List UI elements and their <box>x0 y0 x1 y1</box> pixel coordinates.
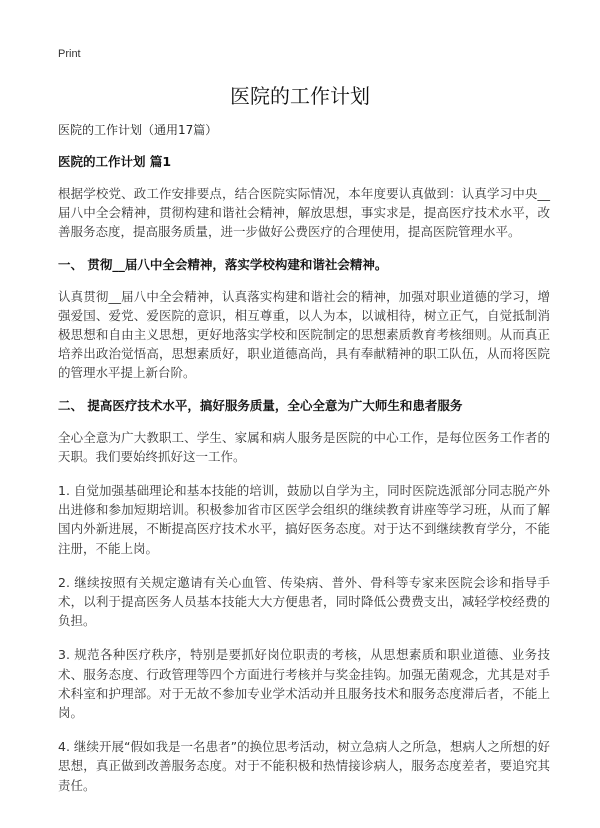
heading-2: 二、 提高医疗技术水平，搞好服务质量，全心全意为广大师生和患者服务 <box>58 397 463 413</box>
list-item-3: 3. 规范各种医疗秩序，特别是要抓好岗位职责的考核，从思想素质和职业道德、业务技术、服务态度、行政管理等四个方面进行考核并与奖金挂钩。加强无菌观念，尤其是对手术科室和护理部。对于无故不参加专业学术活动并且服务技术和服务态度滞后者，不能上岗。 <box>58 647 550 721</box>
list-item-4: 4. 继续开展“假如我是一名患者”的换位思考活动，树立急病人之所急，想病人之所想的好思想，真正做到改善服务态度。对于不能积极和热情接诊病人，服务态度差者，要追究其责任。 <box>58 739 550 793</box>
intro-paragraph: 根据学校党、政工作安排要点，结合医院实际情况，本年度要认真做到：认真学习中央__届八中全会精神，贯彻构建和谐社会精神，解放思想，事实求是，提高医疗技术水平，改善服务态度，提高服务质量，进一步做好公费医疗的合理使用，提高医院管理水平。 <box>58 186 550 240</box>
heading-1: 一、 贯彻__届八中全会精神，落实学校构建和谐社会精神。 <box>58 256 388 272</box>
document-title: 医院的工作计划 <box>230 84 370 108</box>
print-link[interactable]: Print <box>58 48 81 60</box>
list-item-1: 1. 自觉加强基础理论和基本技能的培训，鼓励以自学为主，同时医院选派部分同志脱产外出进修和参加短期培训。积极参加省市区医学会组织的继续教育讲座等学习班，从而了解国内外新进展，不断提高医疗技术水平，搞好医务态度。对于达不到继续教育学分，不能注册，不能上岗。 <box>58 483 550 556</box>
section-title: 医院的工作计划 篇1 <box>58 154 172 169</box>
list-item-2: 2. 继续按照有关规定邀请有关心血管、传染病、普外、骨科等专家来医院会诊和指导手术，以利于提高医务人员基本技能大大方便患者，同时降低公费费支出，减轻学校经费的负担。 <box>58 574 550 629</box>
paragraph-1: 认真贯彻__届八中全会精神，认真落实构建和谐社会的精神，加强对职业道德的学习，增强爱国、爱党、爱医院的意识，相互尊重，以人为本，以诚相待，树立正气，自觉抵制消极思想和自由主义思想，更好地落实学校和医院制定的思想素质教育考核细则。从而真正培养出政治觉悟高，思想素质好，职业道德高尚，具有奉献精神的职工队伍，从而将医院的管理水平提上新台阶。 <box>58 288 550 381</box>
document-body <box>58 122 550 810</box>
paragraph-2: 全心全意为广大教职工、学生、家属和病人服务是医院的中心工作，是每位医务工作者的天职。我们要始终抓好这一工作。 <box>58 429 550 464</box>
document-subtitle: 医院的工作计划（通用17篇） <box>58 123 218 137</box>
